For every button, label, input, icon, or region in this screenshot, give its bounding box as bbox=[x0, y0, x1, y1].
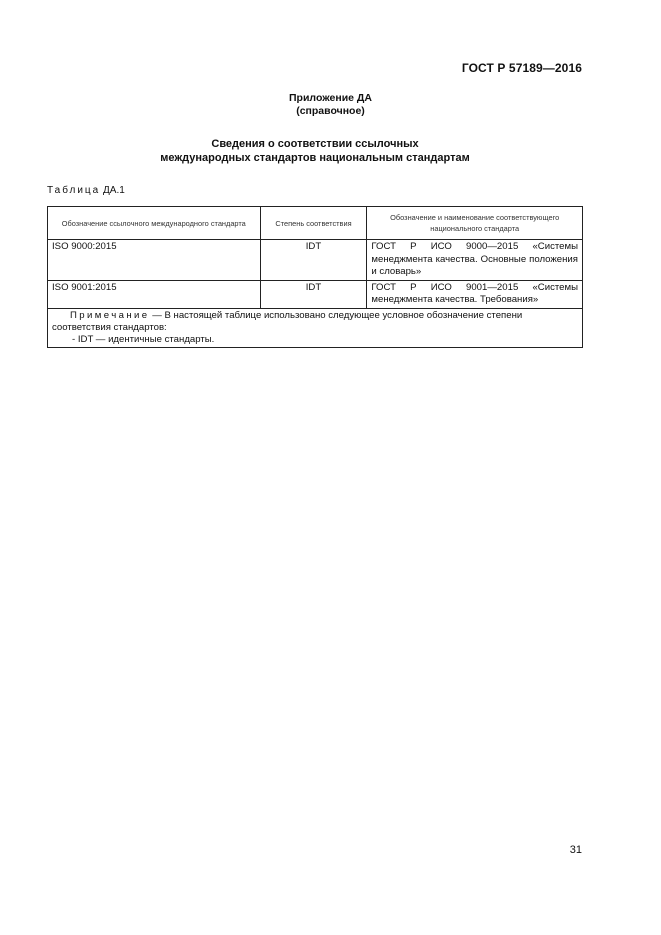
table-note bbox=[48, 308, 583, 347]
document-code: ГОСТ Р 57189—2016 bbox=[461, 61, 582, 75]
table-note-row bbox=[48, 308, 583, 347]
appendix-block bbox=[0, 92, 661, 118]
header-degree: Степень соответствия bbox=[260, 207, 367, 240]
appendix-title: Приложение ДА bbox=[289, 92, 372, 104]
correspondence-table bbox=[47, 206, 583, 348]
cell-intl-standard: ISO 9000:2015 bbox=[48, 240, 261, 281]
note-lead: Примечание bbox=[70, 309, 150, 321]
cell-intl-standard: ISO 9001:2015 bbox=[48, 280, 261, 308]
heading-line-2: международных стандартов национальным стандартам bbox=[160, 152, 470, 164]
cell-national-standard: ГОСТ Р ИСО 9000—2015 «Системы менеджмента качества. Основные положения и словарь» bbox=[367, 240, 583, 281]
appendix-subtitle: (справочное) bbox=[296, 105, 365, 117]
header-intl-standard: Обозначение ссылочного международного стандарта bbox=[48, 207, 261, 240]
table-header-row bbox=[48, 207, 583, 240]
cell-degree: IDT bbox=[260, 240, 367, 281]
table-caption-word: Таблица bbox=[47, 185, 101, 196]
section-heading bbox=[0, 137, 630, 165]
table-caption bbox=[47, 185, 125, 196]
table-row bbox=[48, 240, 583, 281]
cell-degree: IDT bbox=[260, 280, 367, 308]
cell-national-standard: ГОСТ Р ИСО 9001—2015 «Системы менеджмента качества. Требования» bbox=[367, 280, 583, 308]
table-caption-number: ДА.1 bbox=[103, 185, 125, 196]
table-row bbox=[48, 280, 583, 308]
page-number: 31 bbox=[569, 844, 582, 856]
header-national-standard: Обозначение и наименование соответствующего национального стандарта bbox=[367, 207, 583, 240]
heading-line-1: Сведения о соответствии ссылочных bbox=[211, 138, 419, 150]
note-item: - IDT — идентичные стандарты. bbox=[72, 333, 215, 345]
note-text: — В настоящей таблице использовано следующее условное обозначение степени соответствия стандартов: bbox=[52, 309, 523, 333]
